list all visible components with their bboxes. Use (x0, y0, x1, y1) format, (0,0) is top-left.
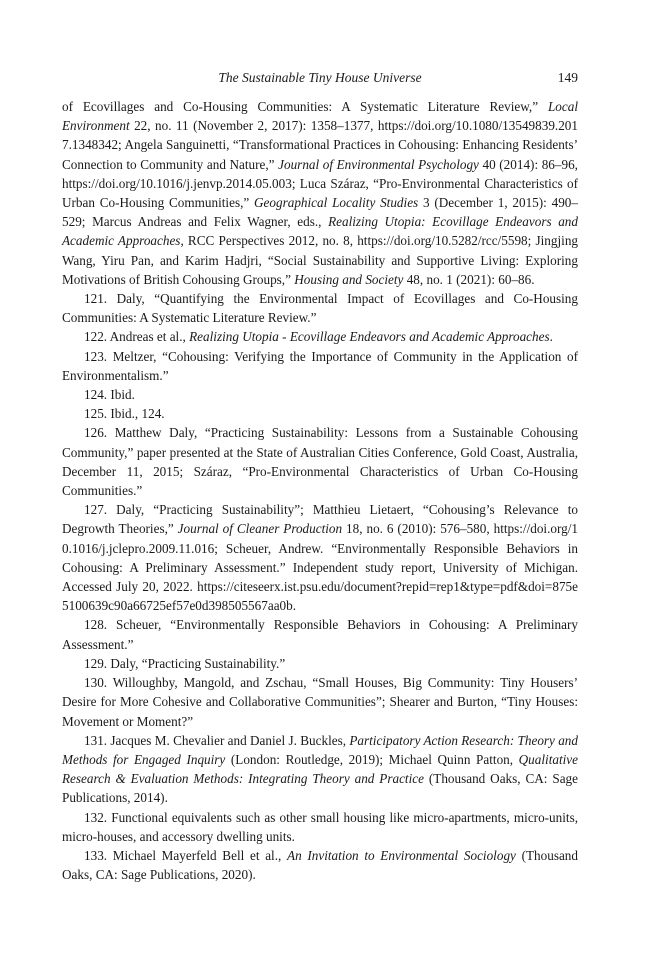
note-text: 131. Jacques M. Chevalier and Daniel J. Buckles, (84, 732, 350, 748)
italic-title: Realizing Utopia: Ecovillage Endeavors and Academic Approaches (62, 214, 578, 249)
endnote-124 (62, 385, 578, 404)
note-text: 121. Daly, “Quantifying the Environmental Impact of Ecovillages and Co-Housing Communities: A Systematic Literature Review.” (62, 291, 578, 326)
endnote-130 (62, 673, 578, 731)
italic-title: Geographical Locality Studies (254, 195, 419, 211)
italic-title: An Invitation to Environmental Sociology (287, 847, 516, 863)
note-text: 125. Ibid., 124. (84, 406, 165, 422)
note-text: ; Scheuer, Andrew. “Environmentally Responsible Behaviors in Cohousing: A Preliminary Assessment.” Independent study report, University of Michigan. Accessed July 20, 2022. (62, 540, 578, 595)
note-text: (Thousand Oaks, CA: Sage Publications, 2020). (62, 847, 578, 883)
italic-title: Housing and Society (294, 271, 404, 287)
note-text: 123. Meltzer, “Cohousing: Verifying the Importance of Community in the Application of Environmentalism.” (62, 348, 578, 383)
note-text: 3 (December 1, 2015): 490–529; Marcus Andreas and Felix Wagner, eds., (62, 195, 578, 230)
endnote-120-continued (62, 97, 578, 289)
note-text: ; Luca Száraz, “Pro-Environmental Characteristics of Urban Co-Housing Communities,” (62, 175, 578, 211)
endnote-122 (62, 327, 578, 346)
italic-title: Journal of Cleaner Production (177, 521, 343, 537)
italic-title: Realizing Utopia - Ecovillage Endeavors and Academic Approaches (189, 329, 550, 345)
note-text: 132. Functional equivalents such as other small housing like micro-apartments, micro-units, micro-houses, and accessory dwelling units. (62, 809, 578, 844)
endnote-133 (62, 846, 578, 884)
note-text: of Ecovillages and Co-Housing Communities: A Systematic Literature Review,” (62, 99, 548, 114)
endnote-126 (62, 423, 578, 500)
doi-link-text: https://doi.org/10.5282/rcc/5598 (357, 233, 528, 249)
endnote-123 (62, 347, 578, 385)
endnote-121 (62, 289, 578, 327)
endnote-128 (62, 615, 578, 653)
doi-link-text: https://doi.org/10.1016/j.jenvp.2014.05.003 (62, 175, 292, 191)
endnote-131 (62, 731, 578, 808)
endnote-129 (62, 654, 578, 673)
note-text: 133. Michael Mayerfeld Bell et al., (84, 847, 288, 863)
running-head: The Sustainable Tiny House Universe (218, 70, 422, 85)
endnote-132 (62, 808, 578, 846)
doi-link-text: https://doi.org/10.1080/13549839.2017.1348342 (62, 118, 578, 153)
note-text: (Thousand Oaks, CA: Sage Publications, 2014). (62, 771, 578, 806)
endnotes (62, 97, 578, 884)
note-text: 22, no. 11 (November 2, 2017): 1358–1377, (129, 118, 378, 134)
note-text: ; Angela Sanguinetti, “Transformational Practices in Cohousing: Enhancing Residents’ Connection to Community and Nature,” (62, 137, 578, 172)
note-text: , RCC Perspectives 2012, no. 8, (180, 233, 358, 249)
doi-link-text: https://doi.org/10.1016/j.jclepro.2009.11.016 (62, 521, 578, 556)
page-header (62, 70, 578, 88)
note-text: 126. Matthew Daly, “Practicing Sustainability: Lessons from a Sustainable Cohousing Community,” paper presented at the State of Australian Cities Conference, Gold Coast, Australia, December 11, 2015; Száraz, “Pro-Environmental Characteristics of Urban Co-Housing Communities.” (62, 425, 578, 499)
note-text: (London: Routledge, 2019); Michael Quinn Patton, (225, 751, 519, 767)
note-text: 48, no. 1 (2021): 60–86. (403, 271, 535, 287)
note-text: . (549, 329, 553, 345)
note-text: . (292, 598, 297, 614)
italic-title: Participatory Action Research: Theory and Methods for Engaged Inquiry (62, 732, 578, 767)
note-text: 40 (2014): 86–96, (478, 156, 578, 172)
note-text: 129. Daly, “Practicing Sustainability.” (84, 655, 286, 671)
italic-title: Qualitative Research & Evaluation Methods: Integrating Theory and Practice (62, 751, 578, 787)
endnote-127 (62, 500, 578, 615)
italic-title: Local Environment (62, 99, 578, 134)
endnote-125 (62, 404, 578, 423)
note-text: 130. Willoughby, Mangold, and Zschau, “Small Houses, Big Community: Tiny Housers’ Desire for More Cohesive and Collaborative Communities”; Shearer and Burton, “Tiny Houses: Movement or Moment?” (62, 675, 578, 729)
note-text: 124. Ibid. (84, 387, 135, 403)
italic-title: Journal of Environmental Psychology (278, 156, 479, 172)
page-number: 149 (557, 70, 578, 85)
note-text: 127. Daly, “Practicing Sustainability”; Matthieu Lietaert, “Cohousing’s Relevance to Degrowth Theories,” (62, 502, 578, 537)
note-text: 128. Scheuer, “Environmentally Responsible Behaviors in Cohousing: A Preliminary Assessment.” (62, 617, 578, 652)
note-text: 122. Andreas et al., (84, 329, 190, 345)
note-text: 18, no. 6 (2010): 576–580, (342, 521, 494, 537)
note-text: ; Jingjing Wang, Yiru Pan, and Karim Hadjri, “Social Sustainability and Supportive Living: Exploring Motivations of British Cohousing Groups,” (62, 233, 579, 287)
doi-link-text: https://citeseerx.ist.psu.edu/document?repid=rep1&type=pdf&doi=875e5100639c90a66725ef57e0d398505567aa0b (62, 579, 578, 614)
